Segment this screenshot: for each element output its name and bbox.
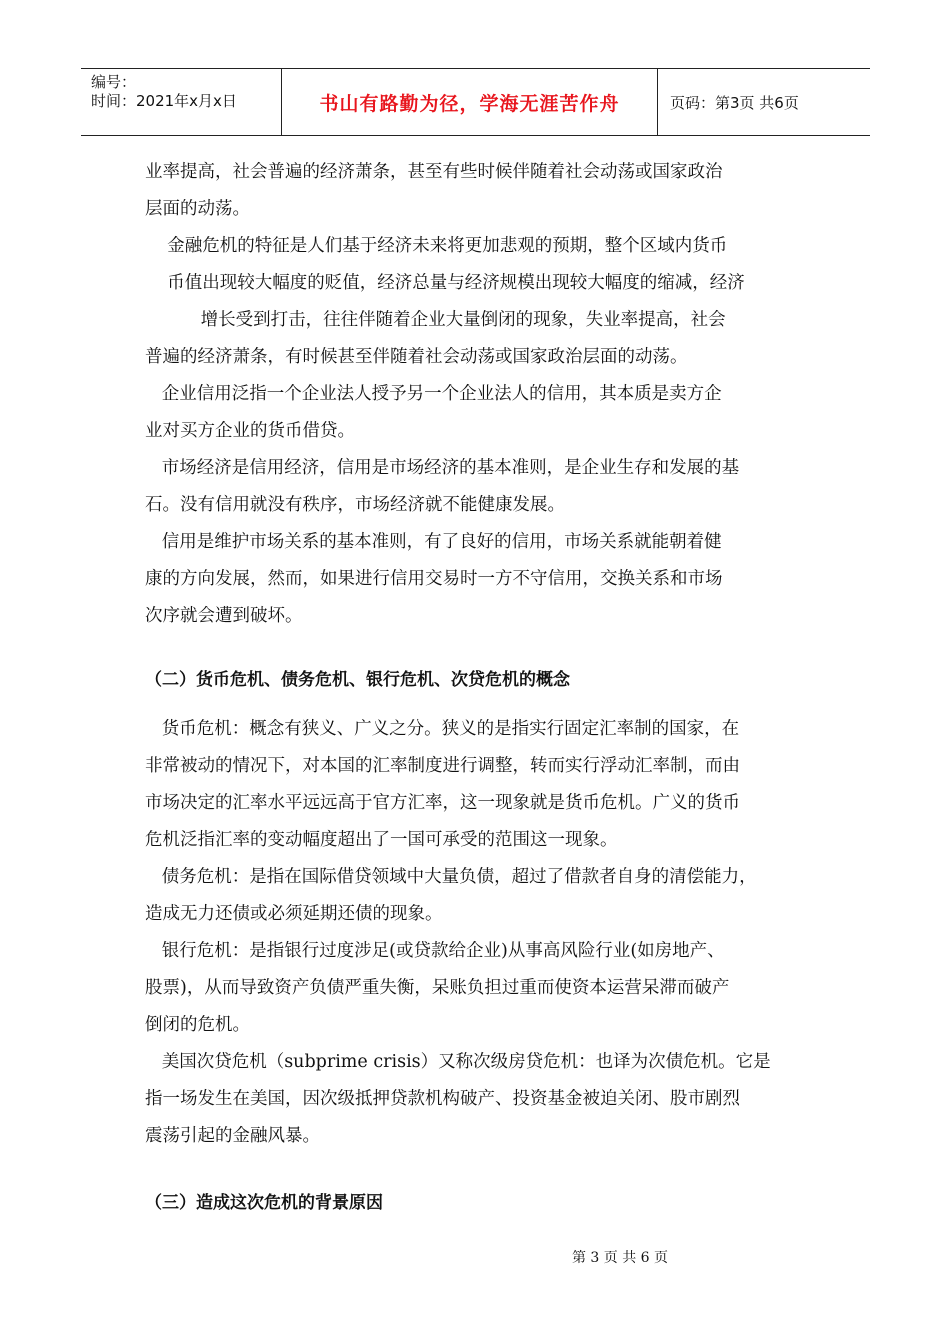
page-header xyxy=(81,68,870,136)
document-date: 时间：2021年x月x日 xyxy=(91,92,237,110)
body-line: 指一场发生在美国，因次级抵押贷款机构破产、投资基金被迫关闭、股市剧烈 xyxy=(145,1089,740,1109)
body-line: 债务危机：是指在国际借贷领域中大量负债，超过了借款者自身的清偿能力， xyxy=(145,867,757,887)
header-meta xyxy=(81,69,282,135)
body-line: 金融危机的特征是人们基于经济未来将更加悲观的预期，整个区域内货币 xyxy=(145,236,728,256)
body-line: 震荡引起的金融风暴。 xyxy=(145,1126,320,1146)
body-line: 市场经济是信用经济，信用是市场经济的基本准则，是企业生存和发展的基 xyxy=(145,458,740,478)
body-line: 康的方向发展，然而，如果进行信用交易时一方不守信用，交换关系和市场 xyxy=(145,569,723,589)
section-heading: （三）造成这次危机的背景原因 xyxy=(145,1193,383,1213)
body-line: 美国次贷危机（subprime crisis）又称次级房贷危机：也译为次债危机。它是 xyxy=(145,1052,771,1072)
body-line: 企业信用泛指一个企业法人授予另一个企业法人的信用，其本质是卖方企 xyxy=(145,384,722,404)
body-line: 信用是维护市场关系的基本准则，有了良好的信用，市场关系就能朝着健 xyxy=(145,532,722,552)
document-id-label: 编号： xyxy=(91,73,137,91)
document-body xyxy=(145,154,810,1222)
body-line: 层面的动荡。 xyxy=(145,199,250,219)
body-line: 危机泛指汇率的变动幅度超出了一国可承受的范围这一现象。 xyxy=(145,830,618,850)
header-page-info: 页码：第3页 共6页 xyxy=(670,93,799,112)
header-motto: 书山有路勤为径，学海无涯苦作舟 xyxy=(282,69,658,135)
page-footer: 第 3 页 共 6 页 xyxy=(571,1250,669,1266)
body-line: 倒闭的危机。 xyxy=(145,1015,250,1035)
body-line: 币值出现较大幅度的贬值，经济总量与经济规模出现较大幅度的缩减，经济 xyxy=(145,273,745,293)
body-line: 银行危机：是指银行过度涉足(或贷款给企业)从事高风险行业(如房地产、 xyxy=(145,941,725,961)
body-line: 普遍的经济萧条，有时候甚至伴随着社会动荡或国家政治层面的动荡。 xyxy=(145,347,688,367)
body-line: 业对买方企业的货币借贷。 xyxy=(145,421,355,441)
body-line: 造成无力还债或必须延期还债的现象。 xyxy=(145,904,443,924)
body-line: 石。没有信用就没有秩序，市场经济就不能健康发展。 xyxy=(145,495,565,515)
body-line: 非常被动的情况下，对本国的汇率制度进行调整，转而实行浮动汇率制，而由 xyxy=(145,756,740,776)
body-line: 货币危机：概念有狭义、广义之分。狭义的是指实行固定汇率制的国家，在 xyxy=(145,719,740,739)
body-line: 次序就会遭到破坏。 xyxy=(145,606,303,626)
body-line: 增长受到打击，往往伴随着企业大量倒闭的现象，失业率提高，社会 xyxy=(145,310,726,330)
body-line: 市场决定的汇率水平远远高于官方汇率，这一现象就是货币危机。广义的货币 xyxy=(145,793,740,813)
body-line: 业率提高，社会普遍的经济萧条，甚至有些时候伴随着社会动荡或国家政治 xyxy=(145,162,723,182)
section-heading: （二）货币危机、债务危机、银行危机、次贷危机的概念 xyxy=(145,670,570,690)
body-line: 股票)，从而导致资产负债严重失衡，呆账负担过重而使资本运营呆滞而破产 xyxy=(145,978,730,998)
